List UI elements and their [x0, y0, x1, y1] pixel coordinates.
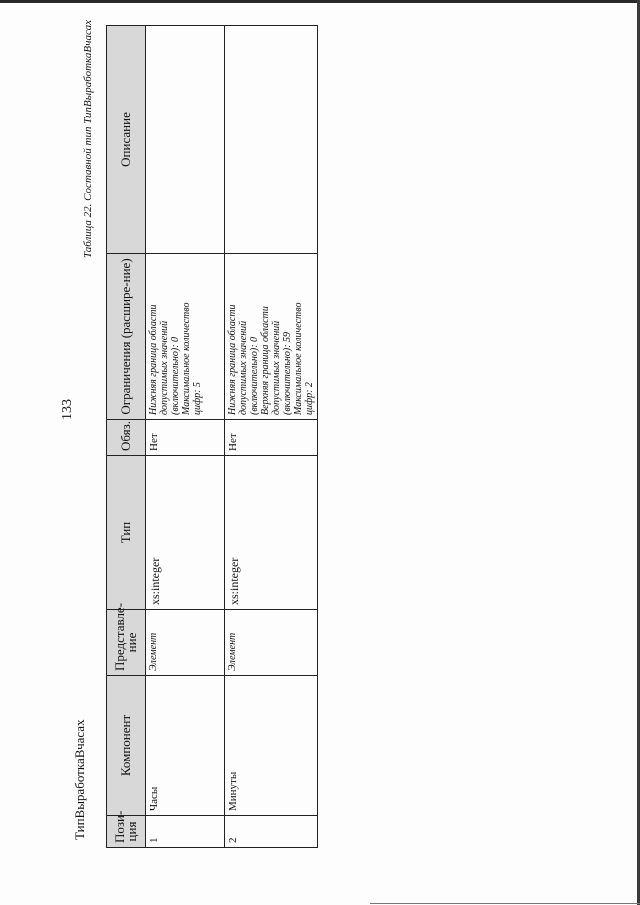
cell-position: 2: [225, 816, 318, 848]
header-position: Пози-ция: [107, 816, 146, 848]
cell-type: xs:integer: [225, 456, 318, 610]
header-description: Описание: [107, 26, 146, 254]
header-type: Тип: [107, 456, 146, 610]
spec-table: [106, 25, 318, 848]
scan-edge-bottom: [370, 903, 640, 904]
cell-required: Нет: [225, 420, 318, 456]
table-caption: Таблица 22. Составной тип ТипВыработкаВчасах: [82, 20, 94, 259]
header-representation: Представле-ние: [107, 610, 146, 676]
table-row: [146, 26, 225, 848]
scan-edge-top: [0, 0, 640, 3]
restriction-line: допустимых значений: [159, 320, 170, 415]
cell-description: [146, 26, 225, 254]
restriction-line: (включительно): 59: [282, 331, 293, 415]
header-restrictions: Ограничения (расшире-ние): [107, 254, 146, 420]
restriction-line: Максимальное количество: [293, 302, 304, 415]
table-header-row: [107, 26, 146, 848]
cell-representation: Элемент: [225, 610, 318, 676]
cell-representation: Элемент: [146, 610, 225, 676]
restriction-line: цифр: 5: [192, 382, 203, 415]
cell-component: Часы: [146, 676, 225, 816]
cell-restrictions: [225, 254, 318, 420]
cell-position: 1: [146, 816, 225, 848]
restriction-line: допустимых значений: [271, 320, 282, 415]
page-number: 133: [60, 399, 75, 420]
table-row: [225, 26, 318, 848]
restriction-line: Нижняя граница области: [148, 304, 159, 415]
cell-component: Минуты: [225, 676, 318, 816]
type-name-heading: ТипВыработкаВчасах: [72, 719, 87, 840]
header-component: Компонент: [107, 676, 146, 816]
cell-required: Нет: [146, 420, 225, 456]
restriction-line: цифр: 2: [304, 382, 315, 415]
cell-restrictions: [146, 254, 225, 420]
rotated-content: [60, 20, 360, 880]
restriction-line: Нижняя граница области: [227, 304, 238, 415]
restriction-line: Максимальное количество: [181, 302, 192, 415]
cell-type: xs:integer: [146, 456, 225, 610]
restriction-line: (включительно): 0: [170, 336, 181, 415]
cell-description: [225, 26, 318, 254]
restriction-line: (включительно): 0: [249, 336, 260, 415]
restriction-line: допустимых значений: [238, 320, 249, 415]
header-required: Обяз.: [107, 420, 146, 456]
restriction-line: Верхняя граница области: [260, 306, 271, 415]
